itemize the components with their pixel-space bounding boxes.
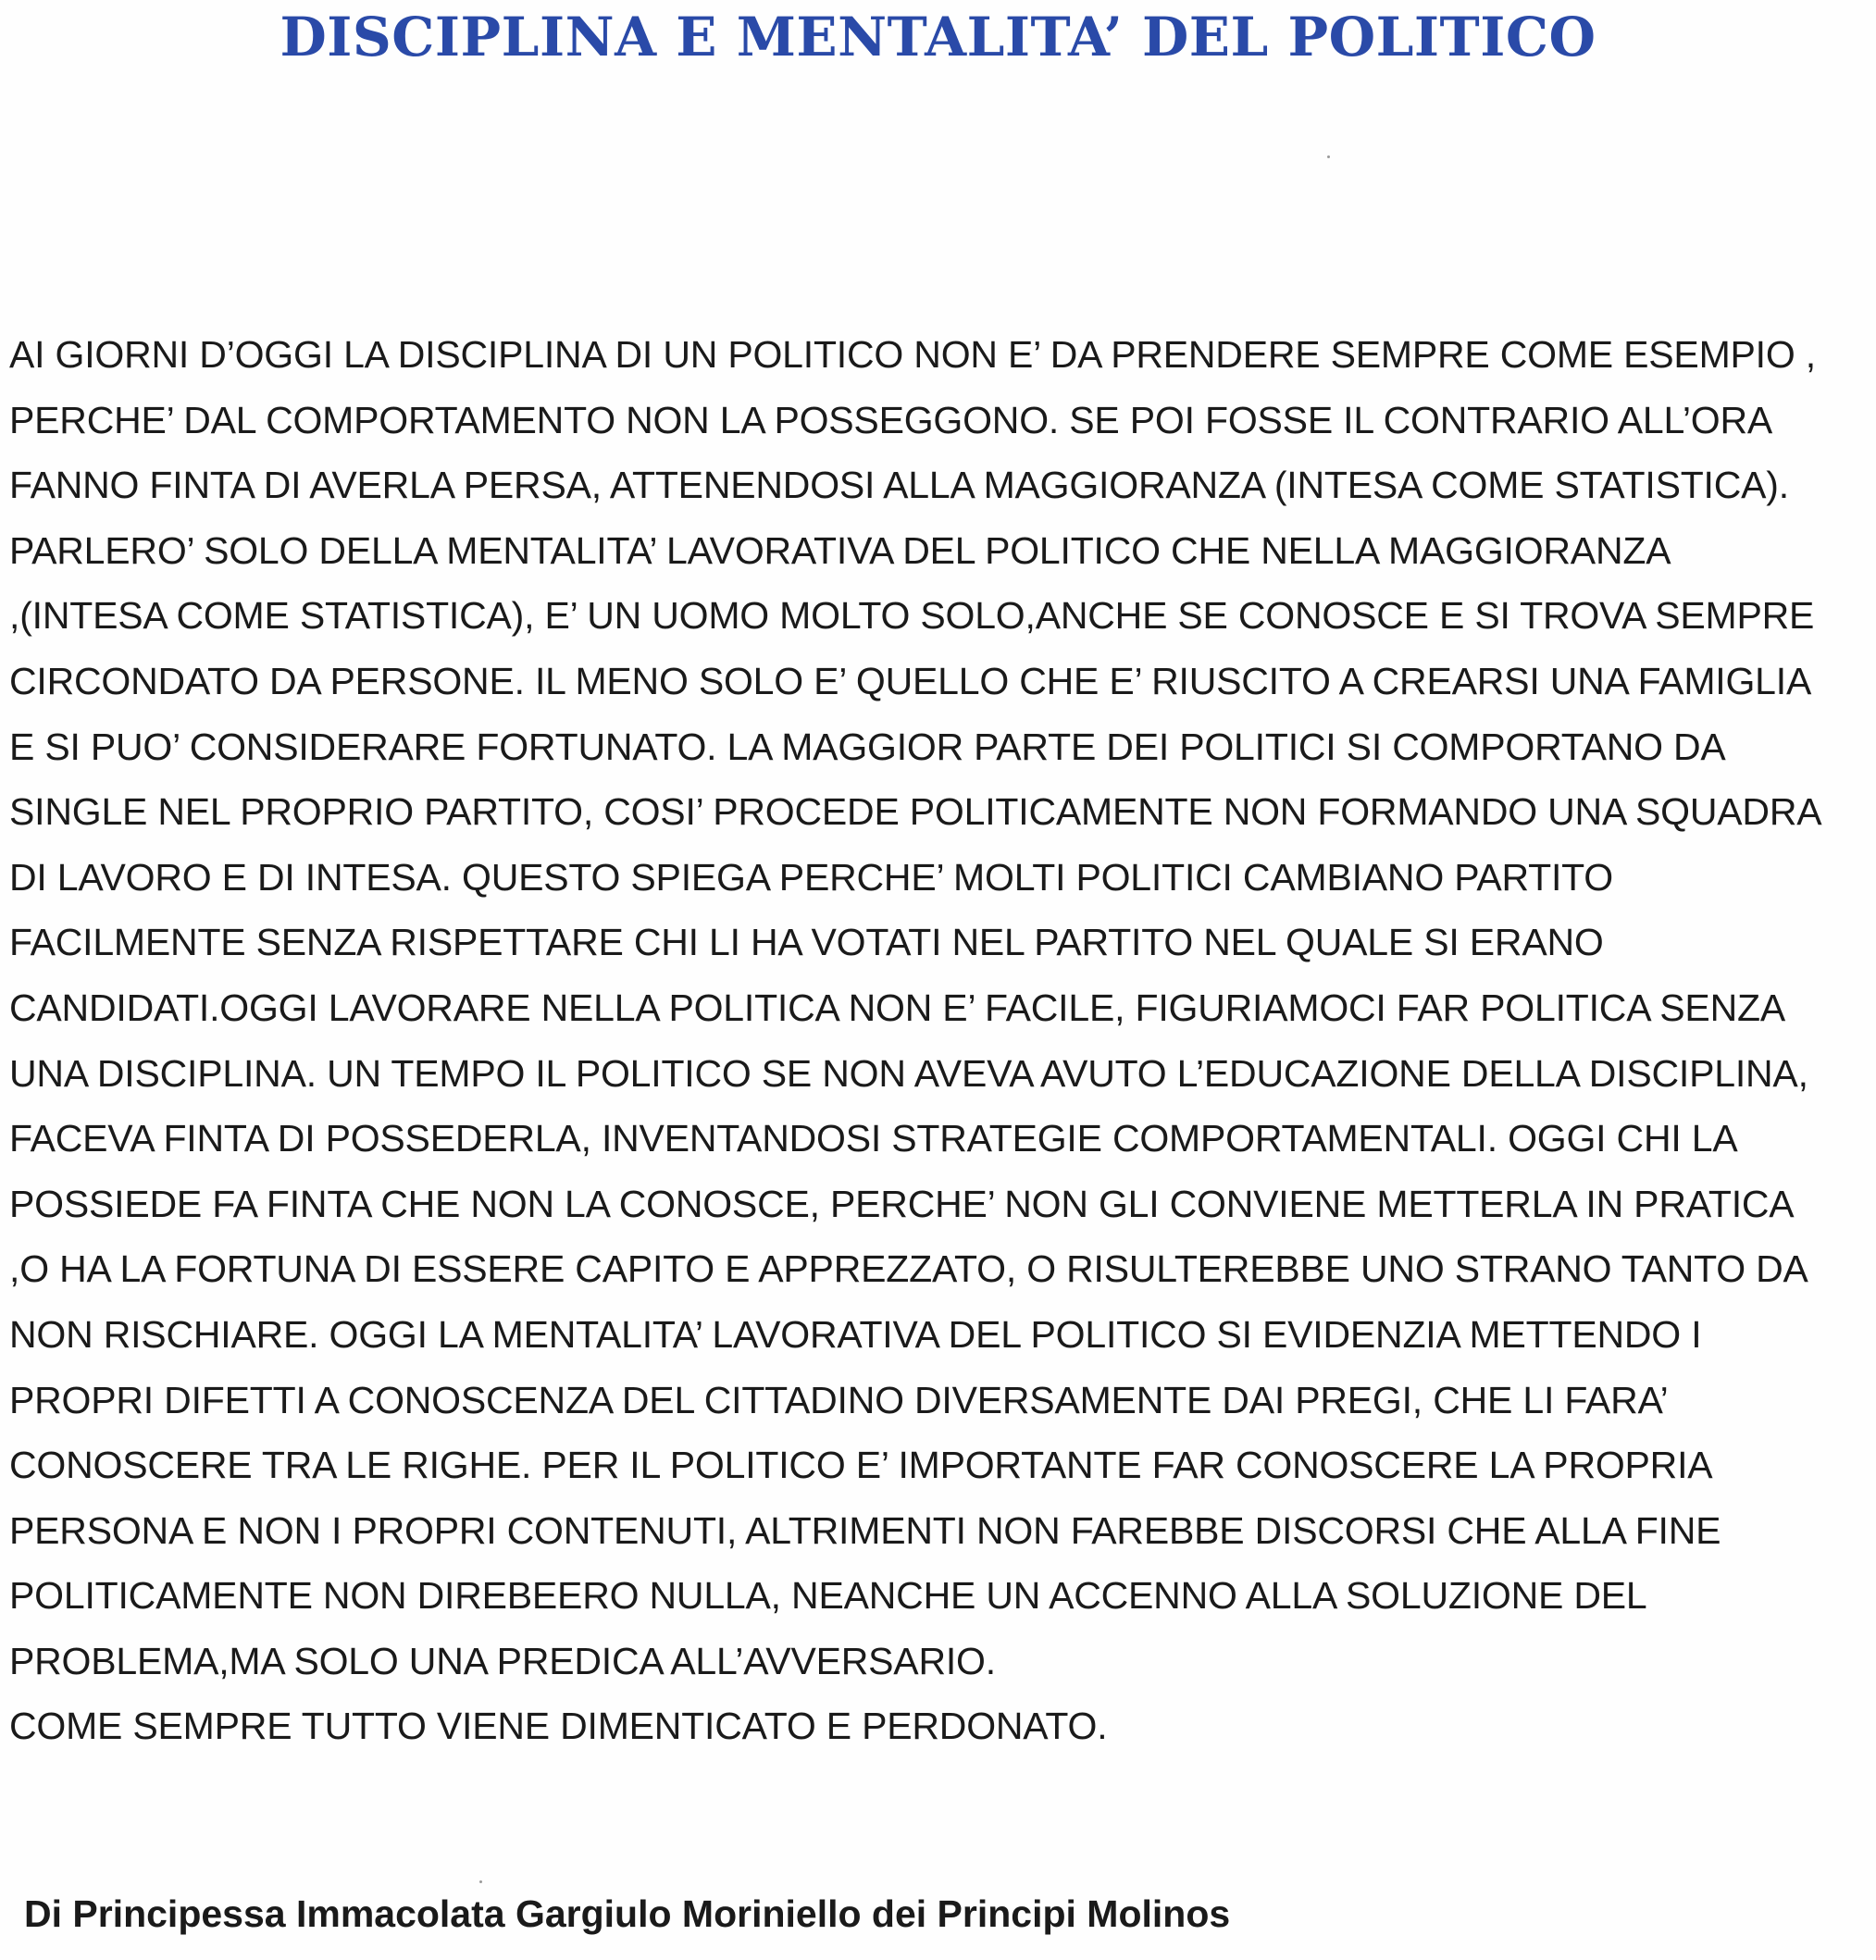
body-line: CANDIDATI.OGGI LAVORARE NELLA POLITICA NON E’ FACILE, FIGURIAMOCI FAR POLITICA SENZA	[9, 986, 1785, 1029]
author-signature: Di Principessa Immacolata Gargiulo Moriniello dei Principi Molinos	[24, 1892, 1231, 1935]
body-line: POLITICAMENTE NON DIREBEERO NULLA, NEANCHE UN ACCENNO ALLA SOLUZIONE DEL	[9, 1574, 1647, 1618]
body-line: CIRCONDATO DA PERSONE. IL MENO SOLO E’ QUELLO CHE E’ RIUSCITO A CREARSI UNA FAMIGLIA	[9, 659, 1812, 702]
body-line: PERSONA E NON I PROPRI CONTENUTI, ALTRIMENTI NON FAREBBE DISCORSI CHE ALLA FINE	[9, 1508, 1721, 1552]
body-line: AI GIORNI D’OGGI LA DISCIPLINA DI UN POLITICO NON E’ DA PRENDERE SEMPRE COME ESEMPIO ,	[9, 333, 1816, 376]
body-line: UNA DISCIPLINA. UN TEMPO IL POLITICO SE NON AVEVA AVUTO L’EDUCAZIONE DELLA DISCIPLINA,	[9, 1051, 1808, 1095]
body-line: PARLERO’ SOLO DELLA MENTALITA’ LAVORATIVA DEL POLITICO CHE NELLA MAGGIORANZA	[9, 528, 1671, 572]
body-line: FACILMENTE SENZA RISPETTARE CHI LI HA VOTATI NEL PARTITO NEL QUALE SI ERANO	[9, 921, 1604, 964]
body-line: NON RISCHIARE. OGGI LA MENTALITA’ LAVORATIVA DEL POLITICO SI EVIDENZIA METTENDO I	[9, 1312, 1702, 1356]
document-title: DISCIPLINA E MENTALITA’ DEL POLITICO	[280, 6, 1596, 68]
scan-speck	[1327, 155, 1330, 158]
body-line: POSSIEDE FA FINTA CHE NON LA CONOSCE, PERCHE’ NON GLI CONVIENE METTERLA IN PRATICA	[9, 1182, 1795, 1225]
body-line: PROBLEMA,MA SOLO UNA PREDICA ALL’AVVERSARIO.	[9, 1639, 996, 1682]
body-line: FACEVA FINTA DI POSSEDERLA, INVENTANDOSI STRATEGIE COMPORTAMENTALI. OGGI CHI LA	[9, 1117, 1738, 1160]
body-line: SINGLE NEL PROPRIO PARTITO, COSI’ PROCEDE POLITICAMENTE NON FORMANDO UNA SQUADRA	[9, 790, 1822, 834]
body-line: COME SEMPRE TUTTO VIENE DIMENTICATO E PERDONATO.	[9, 1705, 1108, 1748]
scan-speck	[479, 1880, 482, 1883]
body-line: E SI PUO’ CONSIDERARE FORTUNATO. LA MAGGIOR PARTE DEI POLITICI SI COMPORTANO DA	[9, 725, 1726, 768]
body-line: DI LAVORO E DI INTESA. QUESTO SPIEGA PERCHE’ MOLTI POLITICI CAMBIANO PARTITO	[9, 855, 1613, 899]
body-line: FANNO FINTA DI AVERLA PERSA, ATTENENDOSI ALLA MAGGIORANZA (INTESA COME STATISTICA).	[9, 464, 1789, 507]
document-body	[9, 322, 1870, 1759]
body-line: ,O HA LA FORTUNA DI ESSERE CAPITO E APPREZZATO, O RISULTEREBBE UNO STRANO TANTO DA	[9, 1247, 1808, 1291]
body-line: CONOSCERE TRA LE RIGHE. PER IL POLITICO E’ IMPORTANTE FAR CONOSCERE LA PROPRIA	[9, 1444, 1713, 1487]
body-line: ,(INTESA COME STATISTICA), E’ UN UOMO MOLTO SOLO,ANCHE SE CONOSCE E SI TROVA SEMPRE	[9, 594, 1815, 638]
body-line: PROPRI DIFETTI A CONOSCENZA DEL CITTADINO DIVERSAMENTE DAI PREGI, CHE LI FARA’	[9, 1378, 1669, 1421]
body-line: PERCHE’ DAL COMPORTAMENTO NON LA POSSEGGONO. SE POI FOSSE IL CONTRARIO ALL’ORA	[9, 398, 1772, 441]
